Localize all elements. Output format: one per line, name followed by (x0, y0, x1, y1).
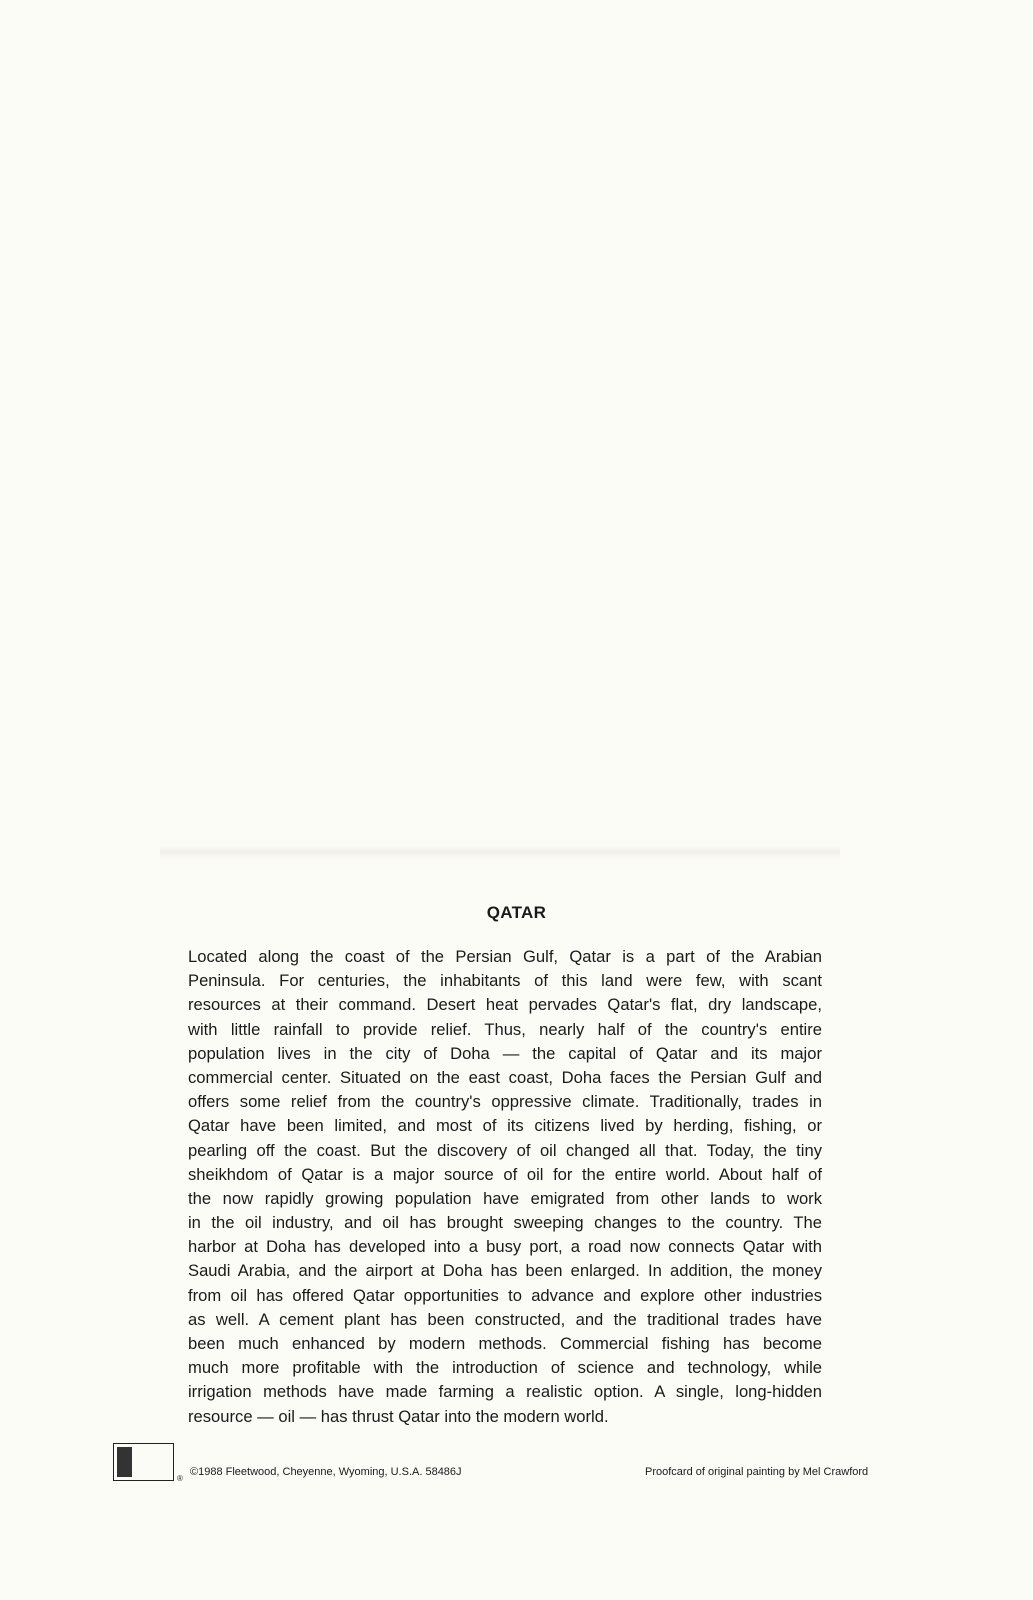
painting-credit: Proofcard of original painting by Mel Crawford (645, 1466, 869, 1478)
body-text (188, 945, 822, 1429)
body-line: harbor at Doha has developed into a busy port, a road now connects Qatar with (188, 1237, 822, 1257)
body-line: much more profitable with the introduction of science and technology, while (188, 1358, 822, 1378)
fleetwood-logo (113, 1443, 174, 1481)
body-line: resources at their command. Desert heat pervades Qatar's flat, dry landscape, (188, 995, 822, 1015)
body-line: from oil has offered Qatar opportunities to advance and explore other industries (188, 1285, 822, 1305)
body-line: commercial center. Situated on the east coast, Doha faces the Persian Gulf and (188, 1067, 822, 1087)
body-line: Peninsula. For centuries, the inhabitants of this land were few, with scant (188, 971, 822, 991)
body-line: with little rainfall to provide relief. Thus, nearly half of the country's entire (188, 1019, 822, 1039)
body-line: population lives in the city of Doha — the capital of Qatar and its major (188, 1043, 822, 1063)
body-line: Qatar have been limited, and most of its citizens lived by herding, fishing, or (188, 1116, 822, 1136)
body-line: irrigation methods have made farming a realistic option. A single, long-hidden (188, 1382, 822, 1402)
body-line: Located along the coast of the Persian Gulf, Qatar is a part of the Arabian (188, 947, 822, 966)
copyright-text: ©1988 Fleetwood, Cheyenne, Wyoming, U.S.A. 58486J (190, 1466, 462, 1478)
body-line: resource — oil — has thrust Qatar into the modern world. (188, 1406, 609, 1426)
body-line: the now rapidly growing population have emigrated from other lands to work (188, 1188, 822, 1208)
body-line: as well. A cement plant has been constructed, and the traditional trades have (188, 1309, 822, 1329)
painting-area-edge (160, 845, 840, 859)
registered-mark: ® (177, 1474, 183, 1483)
body-line: sheikhdom of Qatar is a major source of oil for the entire world. About half of (188, 1164, 822, 1184)
page-title: QATAR (486, 903, 547, 922)
logo-square (117, 1447, 132, 1477)
body-line: in the oil industry, and oil has brought sweeping changes to the country. The (188, 1213, 822, 1233)
body-line: Saudi Arabia, and the airport at Doha has been enlarged. In addition, the money (188, 1261, 822, 1281)
body-line: been much enhanced by modern methods. Commercial fishing has become (188, 1334, 822, 1353)
body-line: pearling off the coast. But the discovery of oil changed all that. Today, the tiny (188, 1140, 822, 1160)
body-line: offers some relief from the country's oppressive climate. Traditionally, trades in (188, 1092, 822, 1112)
